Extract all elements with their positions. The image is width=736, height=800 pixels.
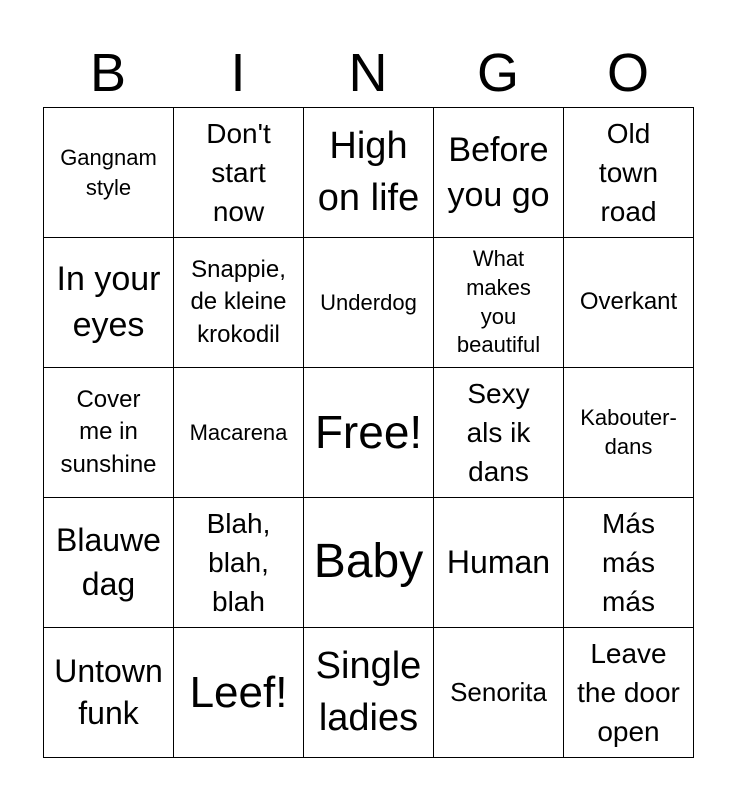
cell-text: Cover me in sunshine xyxy=(60,385,157,478)
cell-text: In your eyes xyxy=(56,259,161,344)
cell-text: Single ladies xyxy=(315,645,422,739)
cell-text: Leef! xyxy=(189,667,288,717)
bingo-cell[interactable] xyxy=(174,498,304,628)
cell-text: Macarena xyxy=(189,419,288,445)
cell-text: Blauwe dag xyxy=(56,522,161,602)
header-letter-b: B xyxy=(89,43,127,103)
bingo-cell[interactable] xyxy=(44,368,174,498)
cell-text: Old town road xyxy=(598,117,659,228)
cell-text: Gangnam style xyxy=(60,144,157,200)
bingo-cell[interactable] xyxy=(564,238,694,368)
bingo-cell[interactable] xyxy=(564,368,694,498)
bingo-cell[interactable] xyxy=(304,238,434,368)
cell-text: Human xyxy=(446,543,551,580)
bingo-cell[interactable] xyxy=(174,108,304,238)
bingo-cell[interactable] xyxy=(44,238,174,368)
cell-text: Overkant xyxy=(579,288,678,316)
bingo-cell[interactable] xyxy=(434,108,564,238)
bingo-header xyxy=(43,40,693,106)
bingo-cell[interactable] xyxy=(304,108,434,238)
cell-text: Senorita xyxy=(450,676,547,707)
bingo-cell[interactable] xyxy=(174,628,304,758)
cell-text: Kabouter- dans xyxy=(580,404,677,459)
bingo-cell[interactable] xyxy=(564,108,694,238)
bingo-cell[interactable] xyxy=(304,498,434,628)
bingo-cell[interactable] xyxy=(434,498,564,628)
cell-text: Baby xyxy=(313,535,424,589)
cell-text: Before you go xyxy=(447,131,550,214)
header-letter-i: I xyxy=(230,43,246,103)
bingo-cell[interactable] xyxy=(44,108,174,238)
cell-text: Blah, blah, blah xyxy=(206,507,271,618)
bingo-cell[interactable] xyxy=(434,628,564,758)
cell-text: What makes you beautiful xyxy=(456,246,541,358)
bingo-cell[interactable] xyxy=(564,498,694,628)
cell-text: Sexy als ik dans xyxy=(466,377,531,488)
bingo-cell[interactable] xyxy=(304,368,434,498)
bingo-cell[interactable] xyxy=(304,628,434,758)
cell-text: Free! xyxy=(314,406,423,459)
header-letter-n: N xyxy=(348,43,388,103)
bingo-cell[interactable] xyxy=(434,238,564,368)
cell-text: Más más más xyxy=(602,507,655,618)
cell-text: High on life xyxy=(317,125,420,219)
cell-text: Underdog xyxy=(320,289,417,315)
bingo-grid xyxy=(43,107,694,758)
header-letter-g: G xyxy=(476,43,519,103)
cell-text: Untown funk xyxy=(54,652,163,731)
cell-text: Leave the door open xyxy=(577,637,680,748)
bingo-cell[interactable] xyxy=(434,368,564,498)
bingo-cell[interactable] xyxy=(174,238,304,368)
header-letter-o: O xyxy=(606,43,649,103)
cell-text: Don't start now xyxy=(206,117,271,228)
bingo-cell[interactable] xyxy=(564,628,694,758)
cell-text: Snappie, de kleine krokodil xyxy=(190,255,287,348)
bingo-cell[interactable] xyxy=(44,628,174,758)
bingo-cell[interactable] xyxy=(44,498,174,628)
bingo-cell[interactable] xyxy=(174,368,304,498)
